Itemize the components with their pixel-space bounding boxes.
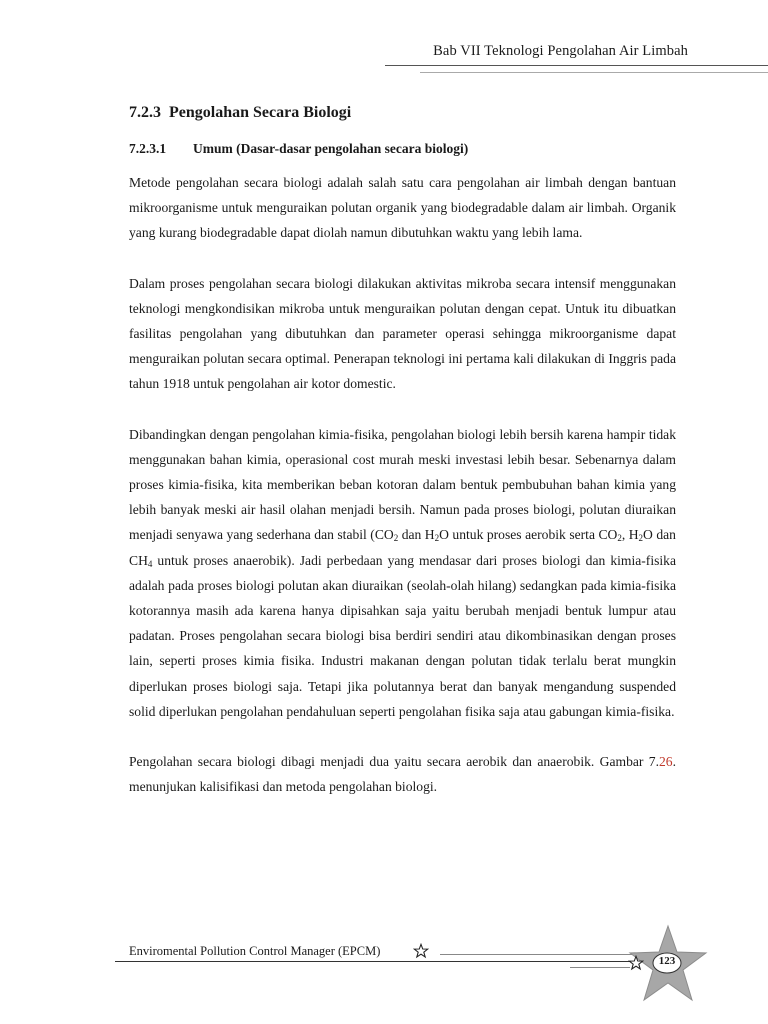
text-run: Pengolahan secara biologi dibagi menjadi dua yaitu secara aerobik dan anaerobik. Gambar 7. bbox=[129, 754, 659, 770]
text-run: untuk proses anaerobik). Jadi perbedaan yang mendasar dari proses biologi dan kimia-fisika adalah pada proses biologi polutan akan diuraikan (seolah-olah hilang) sedangkan pada kimia-fisika kotorannya masih ada karena hanya dipisahkan saja yaitu berubah menjadi bentuk lumpur atau padatan. Proses pengolahan secara biologi bisa berdiri sendiri atau dikombinasikan dengan proses lain, seperti proses kimia fisika. Industri makanan dengan polutan tidak terlalu berat mungkin diperlukan proses biologi saja. Tetapi jika polutannya berat dan banyak mengandung suspended solid diperlukan pengolahan pendahuluan seperti pengolahan fisika saja atau gabungan kimia-fisika. bbox=[129, 552, 676, 719]
paragraph-3 bbox=[129, 422, 676, 724]
section-number: 7.2.3 bbox=[129, 104, 161, 121]
subscript: 2 bbox=[617, 533, 622, 544]
running-header: Bab VII Teknologi Pengolahan Air Limbah bbox=[433, 43, 688, 59]
subscript: 2 bbox=[638, 533, 644, 544]
footer-rule bbox=[115, 961, 640, 962]
text-run: O untuk proses aerobik serta CO bbox=[439, 527, 618, 543]
subscript: 4 bbox=[147, 558, 153, 569]
body-text bbox=[129, 170, 676, 824]
footer-rule-secondary bbox=[440, 954, 640, 955]
star-icon bbox=[413, 943, 429, 959]
section-heading bbox=[129, 104, 351, 122]
footer-rule-tertiary bbox=[570, 967, 630, 968]
section-title: Pengolahan Secara Biologi bbox=[169, 104, 352, 121]
paragraph-2: Dalam proses pengolahan secara biologi dilakukan aktivitas mikroba secara intensif menggunakan teknologi mengkondisikan mikroba untuk menguraikan polutan dengan cepat. Untuk itu dibuatkan fasilitas pengolahan yang dibutuhkan dan parameter operasi sehingga mikroorganisme dapat menguraikan polutan secara optimal. Penerapan teknologi ini pertama kali dilakukan di Inggris pada tahun 1918 untuk pengolahan air kotor domestic. bbox=[129, 275, 676, 392]
figure-reference: 26 bbox=[659, 754, 673, 770]
header-rule bbox=[385, 65, 768, 66]
text-run: O dan CH bbox=[129, 527, 676, 568]
subsection-number: 7.2.3.1 bbox=[129, 141, 167, 156]
header-rule-secondary bbox=[420, 72, 768, 73]
text-run: dan H bbox=[398, 527, 435, 543]
subsection-heading bbox=[129, 141, 689, 157]
footer-label: Enviromental Pollution Control Manager (EPCM) bbox=[129, 944, 381, 958]
paragraph-1: Metode pengolahan secara biologi adalah salah satu cara pengolahan air limbah dengan bantuan mikroorganisme untuk menguraikan polutan organik yang biodegradable dalam air limbah. Organik yang kurang biodegradable dapat diolah namun dibutuhkan waktu yang lebih lama. bbox=[129, 175, 676, 241]
text-run: . menunjukan kalisifikasi dan metoda pengolahan biologi. bbox=[129, 754, 676, 795]
paragraph-4 bbox=[129, 749, 676, 799]
subsection-title: Umum (Dasar-dasar pengolahan secara biologi) bbox=[193, 141, 469, 156]
star-icon bbox=[628, 955, 644, 971]
text-run: Dibandingkan dengan pengolahan kimia-fisika, pengolahan biologi lebih bersih karena hampir tidak menggunakan bahan kimia, operasional cost murah meski investasi lebih besar. Sebenarnya dalam proses kimia-fisika, kita memberikan beban kotoran dalam bentuk pembubuhan bahan kimia yang lebih banyak meski air hasil olahan menjadi bersih. Namun pada proses biologi, polutan diuraikan menjadi senyawa yang sederhana dan stabil (CO bbox=[129, 426, 676, 543]
page-number: 123 bbox=[658, 955, 676, 967]
subscript: 2 bbox=[434, 533, 440, 544]
subscript: 2 bbox=[393, 533, 399, 544]
text-run: , H bbox=[621, 527, 639, 543]
